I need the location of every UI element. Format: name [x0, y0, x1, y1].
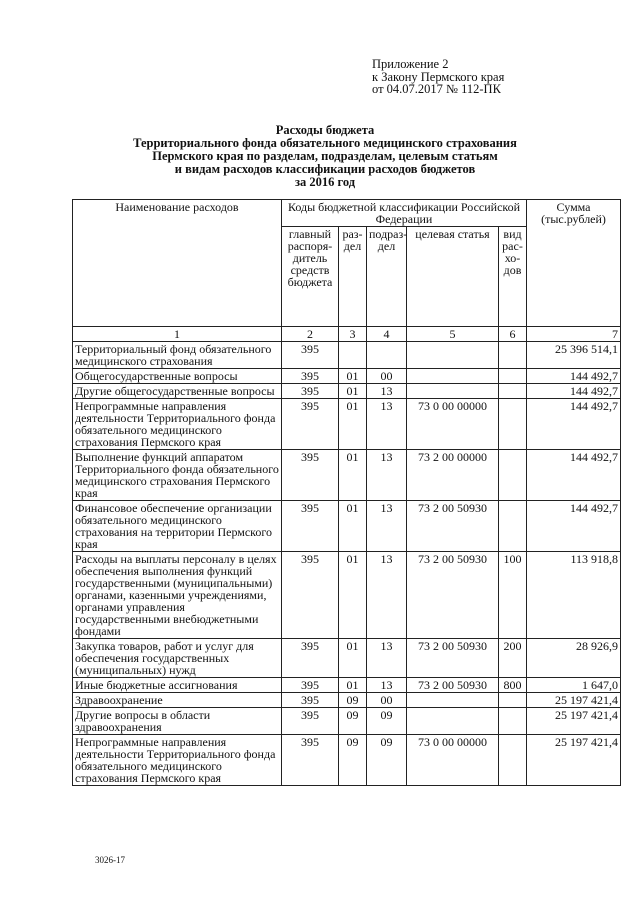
- cell-name: Непрограммные направления деятельности Территориального фонда обязательного медицинского страхования Пермского края: [73, 735, 282, 786]
- cell-section: 01: [339, 369, 367, 384]
- cell-sum: 144 492,7: [527, 501, 621, 552]
- cell-name: Закупка товаров, работ и услуг для обеспечения государственных (муниципальных) нужд: [73, 639, 282, 678]
- cell-sum: 25 197 421,4: [527, 693, 621, 708]
- cell-subsection: 13: [367, 450, 407, 501]
- cell-name: Территориальный фонд обязательного медицинского страхования: [73, 342, 282, 369]
- cell-sum: 25 396 514,1: [527, 342, 621, 369]
- cell-target: 73 2 00 50930: [407, 552, 499, 639]
- appendix-line: Приложение 2: [372, 57, 449, 71]
- col-header-name: Наименование расходов: [73, 200, 282, 327]
- cell-sum: 144 492,7: [527, 369, 621, 384]
- cell-subsection: 09: [367, 708, 407, 735]
- cell-admin: 395: [282, 399, 339, 450]
- table-row: [73, 639, 621, 678]
- column-number: 5: [407, 327, 499, 342]
- col-header-target: целевая статья: [407, 227, 499, 327]
- cell-type: 200: [499, 639, 527, 678]
- table-row: [73, 693, 621, 708]
- table-row: [73, 399, 621, 450]
- cell-section: 09: [339, 708, 367, 735]
- cell-section: 09: [339, 693, 367, 708]
- cell-type: [499, 399, 527, 450]
- cell-type: [499, 450, 527, 501]
- col-header-sum: Сумма (тыс.рублей): [527, 200, 621, 327]
- column-numbers-row: [73, 327, 621, 342]
- cell-subsection: 13: [367, 399, 407, 450]
- cell-subsection: 00: [367, 369, 407, 384]
- cell-type: [499, 501, 527, 552]
- cell-type: 800: [499, 678, 527, 693]
- cell-subsection: 09: [367, 735, 407, 786]
- table-row: [73, 501, 621, 552]
- cell-section: 01: [339, 399, 367, 450]
- appendix-line: от 04.07.2017 № 112-ПК: [372, 82, 501, 96]
- cell-target: 73 0 00 00000: [407, 735, 499, 786]
- cell-type: 100: [499, 552, 527, 639]
- cell-section: 09: [339, 735, 367, 786]
- cell-subsection: 13: [367, 552, 407, 639]
- cell-section: 01: [339, 501, 367, 552]
- cell-target: 73 2 00 00000: [407, 450, 499, 501]
- table-row: [73, 735, 621, 786]
- column-number: 6: [499, 327, 527, 342]
- cell-target: 73 2 00 50930: [407, 501, 499, 552]
- cell-subsection: 00: [367, 693, 407, 708]
- col-header-section: раз-дел: [339, 227, 367, 327]
- cell-sum: 144 492,7: [527, 450, 621, 501]
- cell-admin: 395: [282, 552, 339, 639]
- cell-sum: 25 197 421,4: [527, 735, 621, 786]
- table-row: [73, 708, 621, 735]
- cell-section: 01: [339, 678, 367, 693]
- cell-sum: 144 492,7: [527, 384, 621, 399]
- cell-admin: 395: [282, 369, 339, 384]
- title-line: Пермского края по разделам, подразделам, целевым статьям: [152, 149, 498, 163]
- col-header-subsection: подраз-дел: [367, 227, 407, 327]
- column-number: 4: [367, 327, 407, 342]
- cell-sum: 113 918,8: [527, 552, 621, 639]
- cell-name: Финансовое обеспечение организации обязательного медицинского страхования на территории Пермского края: [73, 501, 282, 552]
- col-header-codes: Коды бюджетной классификации Российской Федерации: [282, 200, 527, 227]
- cell-type: [499, 735, 527, 786]
- cell-section: 01: [339, 639, 367, 678]
- col-header-admin: главный распоря-дитель средств бюджета: [282, 227, 339, 327]
- cell-name: Здравоохранение: [73, 693, 282, 708]
- table-row: [73, 369, 621, 384]
- document-title: [90, 124, 560, 189]
- cell-sum: 144 492,7: [527, 399, 621, 450]
- cell-name: Другие вопросы в области здравоохранения: [73, 708, 282, 735]
- title-line: Расходы бюджета: [275, 123, 375, 137]
- cell-target: [407, 384, 499, 399]
- cell-name: Другие общегосударственные вопросы: [73, 384, 282, 399]
- cell-target: [407, 342, 499, 369]
- cell-subsection: 13: [367, 501, 407, 552]
- cell-name: Выполнение функций аппаратом Территориального фонда обязательного медицинского страхования Пермского края: [73, 450, 282, 501]
- table-row: [73, 450, 621, 501]
- cell-target: 73 2 00 50930: [407, 639, 499, 678]
- cell-type: [499, 384, 527, 399]
- cell-subsection: 13: [367, 639, 407, 678]
- cell-section: [339, 342, 367, 369]
- header-row: [73, 200, 621, 227]
- cell-target: 73 2 00 50930: [407, 678, 499, 693]
- cell-target: [407, 369, 499, 384]
- title-line: Территориального фонда обязательного медицинского страхования: [133, 136, 517, 150]
- cell-name: Непрограммные направления деятельности Территориального фонда обязательного медицинского страхования Пермского края: [73, 399, 282, 450]
- table-row: [73, 342, 621, 369]
- cell-target: [407, 693, 499, 708]
- cell-admin: 395: [282, 384, 339, 399]
- column-number: 2: [282, 327, 339, 342]
- cell-type: [499, 708, 527, 735]
- cell-section: 01: [339, 384, 367, 399]
- cell-admin: 395: [282, 678, 339, 693]
- cell-section: 01: [339, 552, 367, 639]
- cell-type: [499, 693, 527, 708]
- expenses-table: [72, 199, 621, 786]
- cell-admin: 395: [282, 342, 339, 369]
- col-header-type: вид рас-хо-дов: [499, 227, 527, 327]
- cell-sum: 1 647,0: [527, 678, 621, 693]
- cell-type: [499, 369, 527, 384]
- cell-admin: 395: [282, 693, 339, 708]
- document-code: 3026-17: [95, 855, 125, 865]
- column-number: 3: [339, 327, 367, 342]
- cell-admin: 395: [282, 708, 339, 735]
- table-row: [73, 384, 621, 399]
- table-row: [73, 552, 621, 639]
- cell-admin: 395: [282, 735, 339, 786]
- cell-section: 01: [339, 450, 367, 501]
- cell-admin: 395: [282, 450, 339, 501]
- appendix-line: к Закону Пермского края: [372, 69, 505, 84]
- cell-name: Расходы на выплаты персоналу в целях обеспечения выполнения функций государственными (муниципальными) органами, казенными учреждениями, органами управления государственными внебюджетными фондами: [73, 552, 282, 639]
- cell-subsection: 13: [367, 678, 407, 693]
- title-line: за 2016 год: [294, 175, 356, 189]
- cell-target: 73 0 00 00000: [407, 399, 499, 450]
- cell-name: Общегосударственные вопросы: [73, 369, 282, 384]
- cell-sum: 25 197 421,4: [527, 708, 621, 735]
- cell-admin: 395: [282, 501, 339, 552]
- cell-target: [407, 708, 499, 735]
- appendix-header: [372, 58, 504, 96]
- cell-sum: 28 926,9: [527, 639, 621, 678]
- cell-name: Иные бюджетные ассигнования: [73, 678, 282, 693]
- column-number: 1: [73, 327, 282, 342]
- cell-admin: 395: [282, 639, 339, 678]
- cell-subsection: 13: [367, 384, 407, 399]
- title-line: и видам расходов классификации расходов бюджетов: [174, 162, 476, 176]
- cell-type: [499, 342, 527, 369]
- table-row: [73, 678, 621, 693]
- column-number: 7: [527, 327, 621, 342]
- cell-subsection: [367, 342, 407, 369]
